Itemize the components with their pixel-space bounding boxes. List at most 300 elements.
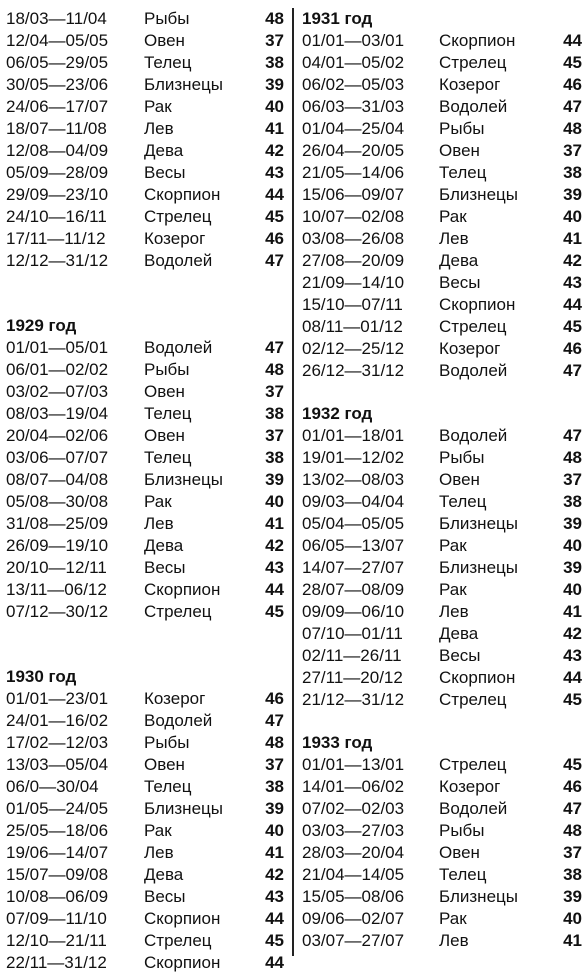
zodiac-sign: Водолей	[439, 799, 508, 818]
zodiac-sign: Весы	[144, 887, 186, 906]
zodiac-sign: Скорпион	[144, 580, 221, 599]
date-range: 09/03—04/04	[302, 492, 405, 511]
sign-number: 45	[563, 317, 582, 336]
year-block	[6, 8, 284, 272]
date-range: 06/05—13/07	[302, 536, 405, 555]
sign-number: 44	[265, 580, 284, 599]
table-row	[302, 162, 582, 184]
sign-number: 44	[265, 185, 284, 204]
sign-number: 42	[563, 251, 582, 270]
date-range: 01/01—13/01	[302, 755, 405, 774]
year-block	[302, 732, 582, 952]
date-range: 08/07—04/08	[6, 470, 109, 489]
sign-number: 40	[563, 909, 582, 928]
date-range: 15/07—09/08	[6, 865, 109, 884]
date-range: 06/01—02/02	[6, 360, 109, 379]
sign-number: 41	[265, 514, 284, 533]
table-row	[6, 403, 284, 425]
date-range: 06/0—30/04	[6, 777, 99, 796]
zodiac-sign: Дева	[144, 536, 184, 555]
date-range: 19/06—14/07	[6, 843, 109, 862]
sign-number: 48	[265, 733, 284, 752]
zodiac-sign: Козерог	[439, 339, 501, 358]
table-row	[302, 513, 582, 535]
date-range: 26/12—31/12	[302, 361, 405, 380]
sign-number: 45	[265, 602, 284, 621]
date-range: 18/07—11/08	[6, 119, 107, 138]
table-row	[6, 886, 284, 908]
date-range: 14/01—06/02	[302, 777, 405, 796]
zodiac-sign: Весы	[439, 646, 481, 665]
date-range: 15/06—09/07	[302, 185, 405, 204]
table-row	[6, 908, 284, 930]
sign-number: 38	[265, 53, 284, 72]
zodiac-sign: Близнецы	[144, 799, 223, 818]
zodiac-sign: Рак	[144, 492, 172, 511]
date-range: 21/05—14/06	[302, 163, 405, 182]
sign-number: 38	[265, 404, 284, 423]
table-row	[6, 842, 284, 864]
zodiac-sign: Рак	[439, 909, 467, 928]
table-row	[302, 250, 582, 272]
sign-number: 46	[563, 75, 582, 94]
table-row	[6, 30, 284, 52]
zodiac-sign: Рыбы	[439, 448, 485, 467]
sign-number: 41	[265, 119, 284, 138]
date-range: 05/08—30/08	[6, 492, 109, 511]
zodiac-sign: Рак	[439, 536, 467, 555]
table-row	[302, 30, 582, 52]
zodiac-sign: Телец	[144, 777, 192, 796]
sign-number: 38	[563, 865, 582, 884]
zodiac-sign: Водолей	[144, 711, 213, 730]
date-range: 24/01—16/02	[6, 711, 109, 730]
date-range: 02/12—25/12	[302, 339, 405, 358]
sign-number: 37	[265, 426, 284, 445]
sign-number: 41	[563, 602, 582, 621]
table-row	[302, 579, 582, 601]
zodiac-sign: Овен	[144, 31, 185, 50]
sign-number: 48	[265, 9, 284, 28]
zodiac-sign: Весы	[439, 273, 481, 292]
zodiac-sign: Водолей	[144, 251, 213, 270]
sign-number: 43	[563, 273, 582, 292]
sign-number: 41	[265, 843, 284, 862]
sign-number: 40	[265, 492, 284, 511]
sign-number: 40	[265, 821, 284, 840]
table-row	[302, 184, 582, 206]
table-row	[6, 469, 284, 491]
table-row	[302, 842, 582, 864]
date-range: 21/12—31/12	[302, 690, 405, 709]
sign-number: 48	[563, 448, 582, 467]
zodiac-sign: Лев	[439, 602, 469, 621]
date-range: 01/01—05/01	[6, 338, 109, 357]
date-range: 03/03—27/03	[302, 821, 405, 840]
year-block	[302, 8, 582, 382]
table-row	[6, 688, 284, 710]
table-row	[6, 118, 284, 140]
date-range: 13/03—05/04	[6, 755, 109, 774]
zodiac-sign: Рак	[144, 821, 172, 840]
sign-number: 39	[563, 185, 582, 204]
sign-number: 48	[265, 360, 284, 379]
sign-number: 39	[265, 799, 284, 818]
spacer	[6, 623, 284, 666]
table-row	[302, 689, 582, 711]
table-row	[302, 118, 582, 140]
zodiac-sign: Скорпион	[439, 668, 516, 687]
date-range: 01/04—25/04	[302, 119, 405, 138]
date-range: 03/02—07/03	[6, 382, 109, 401]
table-row	[302, 908, 582, 930]
date-range: 07/10—01/11	[302, 624, 403, 643]
zodiac-sign: Стрелец	[439, 317, 507, 336]
zodiac-sign: Лев	[439, 931, 469, 950]
date-range: 12/12—31/12	[6, 251, 109, 270]
zodiac-sign: Телец	[144, 53, 192, 72]
zodiac-sign: Овен	[144, 426, 185, 445]
sign-number: 43	[265, 887, 284, 906]
zodiac-sign: Козерог	[144, 229, 206, 248]
zodiac-sign: Стрелец	[439, 755, 507, 774]
zodiac-sign: Лев	[144, 514, 174, 533]
date-range: 21/04—14/05	[302, 865, 405, 884]
date-range: 24/06—17/07	[6, 97, 109, 116]
table-row	[6, 776, 284, 798]
date-range: 03/08—26/08	[302, 229, 405, 248]
sign-number: 43	[563, 646, 582, 665]
table-row	[302, 338, 582, 360]
zodiac-sign: Рак	[439, 207, 467, 226]
table-row	[302, 886, 582, 908]
year-block	[6, 315, 284, 623]
table-row	[302, 316, 582, 338]
spacer	[302, 711, 582, 732]
date-range: 01/01—18/01	[302, 426, 405, 445]
sign-number: 37	[265, 382, 284, 401]
table-row	[302, 52, 582, 74]
table-row	[302, 140, 582, 162]
table-row	[302, 469, 582, 491]
zodiac-sign: Стрелец	[144, 602, 212, 621]
sign-number: 44	[563, 31, 582, 50]
zodiac-sign: Водолей	[144, 338, 213, 357]
date-range: 29/09—23/10	[6, 185, 109, 204]
zodiac-sign: Телец	[439, 163, 487, 182]
table-row	[6, 513, 284, 535]
zodiac-sign: Рак	[439, 580, 467, 599]
date-range: 01/01—03/01	[302, 31, 405, 50]
zodiac-sign: Козерог	[439, 75, 501, 94]
sign-number: 39	[563, 514, 582, 533]
zodiac-sign: Водолей	[439, 426, 508, 445]
sign-number: 38	[265, 448, 284, 467]
table-row	[302, 776, 582, 798]
date-range: 26/04—20/05	[302, 141, 405, 160]
year-block	[302, 403, 582, 711]
sign-number: 47	[563, 361, 582, 380]
zodiac-sign: Водолей	[439, 361, 508, 380]
table-row	[6, 930, 284, 952]
date-range: 02/11—26/11	[302, 646, 402, 665]
zodiac-sign: Овен	[144, 382, 185, 401]
sign-number: 46	[265, 689, 284, 708]
zodiac-sign: Лев	[439, 229, 469, 248]
date-range: 20/04—02/06	[6, 426, 109, 445]
sign-number: 45	[563, 53, 582, 72]
year-heading: 1931 год	[302, 9, 373, 28]
table-row	[6, 425, 284, 447]
table-row	[302, 206, 582, 228]
zodiac-sign: Скорпион	[144, 909, 221, 928]
table-row	[6, 952, 284, 974]
table-row	[6, 798, 284, 820]
zodiac-sign: Овен	[439, 843, 480, 862]
date-range: 01/05—24/05	[6, 799, 109, 818]
zodiac-sign: Стрелец	[144, 207, 212, 226]
sign-number: 47	[563, 799, 582, 818]
zodiac-sign: Дева	[144, 865, 184, 884]
table-row	[302, 667, 582, 689]
zodiac-sign: Овен	[144, 755, 185, 774]
date-range: 06/02—05/03	[302, 75, 405, 94]
zodiac-sign: Телец	[439, 492, 487, 511]
zodiac-sign: Лев	[144, 843, 174, 862]
zodiac-sign: Овен	[439, 470, 480, 489]
table-row	[6, 535, 284, 557]
sign-number: 47	[563, 426, 582, 445]
zodiac-sign: Рыбы	[439, 821, 485, 840]
date-range: 10/07—02/08	[302, 207, 405, 226]
sign-number: 46	[563, 777, 582, 796]
date-range: 13/11—06/12	[6, 580, 107, 599]
zodiac-sign: Близнецы	[439, 185, 518, 204]
sign-number: 38	[265, 777, 284, 796]
date-range: 13/02—08/03	[302, 470, 405, 489]
spacer	[302, 382, 582, 403]
zodiac-sign: Лев	[144, 119, 174, 138]
zodiac-sign: Рак	[144, 97, 172, 116]
date-range: 09/09—06/10	[302, 602, 405, 621]
table-row	[302, 96, 582, 118]
table-row	[6, 337, 284, 359]
table-row	[6, 710, 284, 732]
table-row	[302, 447, 582, 469]
date-range: 10/08—06/09	[6, 887, 109, 906]
table-row	[6, 557, 284, 579]
date-range: 08/11—01/12	[302, 317, 403, 336]
date-range: 04/01—05/02	[302, 53, 405, 72]
spacer	[6, 272, 284, 315]
sign-number: 44	[563, 295, 582, 314]
year-heading: 1930 год	[6, 667, 77, 686]
sign-number: 47	[563, 97, 582, 116]
table-row	[302, 645, 582, 667]
date-range: 03/07—27/07	[302, 931, 405, 950]
zodiac-sign: Близнецы	[439, 514, 518, 533]
table-row	[6, 206, 284, 228]
table-row	[6, 52, 284, 74]
sign-number: 47	[265, 338, 284, 357]
zodiac-sign: Телец	[144, 448, 192, 467]
sign-number: 46	[563, 339, 582, 358]
sign-number: 37	[563, 843, 582, 862]
date-range: 07/02—02/03	[302, 799, 405, 818]
right-column	[302, 8, 582, 952]
table-row	[6, 162, 284, 184]
sign-number: 41	[563, 229, 582, 248]
date-range: 03/06—07/07	[6, 448, 109, 467]
date-range: 30/05—23/06	[6, 75, 109, 94]
zodiac-sign: Рыбы	[144, 733, 190, 752]
sign-number: 40	[563, 580, 582, 599]
date-range: 07/09—11/10	[6, 909, 107, 928]
zodiac-sign: Рыбы	[439, 119, 485, 138]
date-range: 21/09—14/10	[302, 273, 405, 292]
table-row	[6, 601, 284, 623]
year-block	[6, 666, 284, 974]
date-range: 25/05—18/06	[6, 821, 109, 840]
zodiac-sign: Телец	[144, 404, 192, 423]
zodiac-sign: Близнецы	[439, 558, 518, 577]
sign-number: 48	[563, 119, 582, 138]
table-row	[302, 535, 582, 557]
date-range: 19/01—12/02	[302, 448, 405, 467]
zodiac-sign: Скорпион	[144, 953, 221, 972]
sign-number: 37	[563, 470, 582, 489]
sign-number: 47	[265, 711, 284, 730]
sign-number: 38	[563, 492, 582, 511]
table-row	[6, 864, 284, 886]
date-range: 06/03—31/03	[302, 97, 405, 116]
zodiac-sign: Близнецы	[439, 887, 518, 906]
table-row	[6, 74, 284, 96]
sign-number: 43	[265, 163, 284, 182]
date-range: 27/11—20/12	[302, 668, 403, 687]
column-divider	[292, 8, 294, 956]
date-range: 12/04—05/05	[6, 31, 109, 50]
table-row	[302, 360, 582, 382]
table-row	[302, 557, 582, 579]
zodiac-sign: Близнецы	[144, 470, 223, 489]
sign-number: 45	[563, 755, 582, 774]
date-range: 24/10—16/11	[6, 207, 107, 226]
sign-number: 39	[563, 558, 582, 577]
table-row	[6, 228, 284, 250]
sign-number: 44	[563, 668, 582, 687]
sign-number: 45	[563, 690, 582, 709]
date-range: 12/10—21/11	[6, 931, 107, 950]
zodiac-sign: Дева	[439, 624, 479, 643]
sign-number: 42	[265, 865, 284, 884]
zodiac-sign: Стрелец	[439, 690, 507, 709]
zodiac-sign: Весы	[144, 163, 186, 182]
table-row	[6, 381, 284, 403]
table-row	[302, 228, 582, 250]
zodiac-sign: Скорпион	[439, 295, 516, 314]
zodiac-sign: Водолей	[439, 97, 508, 116]
table-row	[6, 491, 284, 513]
date-range: 22/11—31/12	[6, 953, 107, 972]
date-range: 01/01—23/01	[6, 689, 109, 708]
table-row	[6, 250, 284, 272]
table-row	[302, 491, 582, 513]
sign-number: 40	[563, 536, 582, 555]
table-row	[302, 425, 582, 447]
sign-number: 39	[265, 75, 284, 94]
sign-number: 40	[265, 97, 284, 116]
zodiac-sign: Козерог	[439, 777, 501, 796]
sign-number: 42	[563, 624, 582, 643]
left-column	[6, 8, 284, 974]
table-row	[6, 447, 284, 469]
sign-number: 44	[265, 953, 284, 972]
zodiac-sign: Стрелец	[144, 931, 212, 950]
table-row	[302, 754, 582, 776]
date-range: 18/03—11/04	[6, 9, 107, 28]
sign-number: 38	[563, 163, 582, 182]
table-row	[6, 820, 284, 842]
table-row	[302, 294, 582, 316]
table-row	[302, 272, 582, 294]
date-range: 14/07—27/07	[302, 558, 405, 577]
sign-number: 39	[563, 887, 582, 906]
table-row	[6, 359, 284, 381]
sign-number: 39	[265, 470, 284, 489]
sign-number: 44	[265, 909, 284, 928]
zodiac-sign: Дева	[439, 251, 479, 270]
date-range: 12/08—04/09	[6, 141, 109, 160]
table-row	[6, 8, 284, 30]
zodiac-sign: Дева	[144, 141, 184, 160]
zodiac-sign: Стрелец	[439, 53, 507, 72]
table-row	[302, 74, 582, 96]
table-row	[302, 930, 582, 952]
date-range: 28/07—08/09	[302, 580, 405, 599]
table-row	[302, 820, 582, 842]
sign-number: 42	[265, 141, 284, 160]
zodiac-sign: Козерог	[144, 689, 206, 708]
zodiac-sign: Рыбы	[144, 9, 190, 28]
date-range: 17/11—11/12	[6, 229, 106, 248]
year-heading: 1932 год	[302, 404, 373, 423]
sign-number: 47	[265, 251, 284, 270]
date-range: 26/09—19/10	[6, 536, 109, 555]
zodiac-sign: Скорпион	[439, 31, 516, 50]
sign-number: 42	[265, 536, 284, 555]
zodiac-sign: Рыбы	[144, 360, 190, 379]
year-heading: 1929 год	[6, 316, 77, 335]
table-row	[302, 864, 582, 886]
date-range: 28/03—20/04	[302, 843, 405, 862]
date-range: 27/08—20/09	[302, 251, 405, 270]
sign-number: 37	[265, 755, 284, 774]
date-range: 06/05—29/05	[6, 53, 109, 72]
date-range: 05/04—05/05	[302, 514, 405, 533]
date-range: 20/10—12/11	[6, 558, 107, 577]
date-range: 17/02—12/03	[6, 733, 109, 752]
year-heading: 1933 год	[302, 733, 373, 752]
sign-number: 37	[563, 141, 582, 160]
zodiac-sign: Овен	[439, 141, 480, 160]
sign-number: 41	[563, 931, 582, 950]
table-row	[302, 798, 582, 820]
date-range: 15/05—08/06	[302, 887, 405, 906]
sign-number: 43	[265, 558, 284, 577]
table-row	[6, 579, 284, 601]
date-range: 15/10—07/11	[302, 295, 403, 314]
